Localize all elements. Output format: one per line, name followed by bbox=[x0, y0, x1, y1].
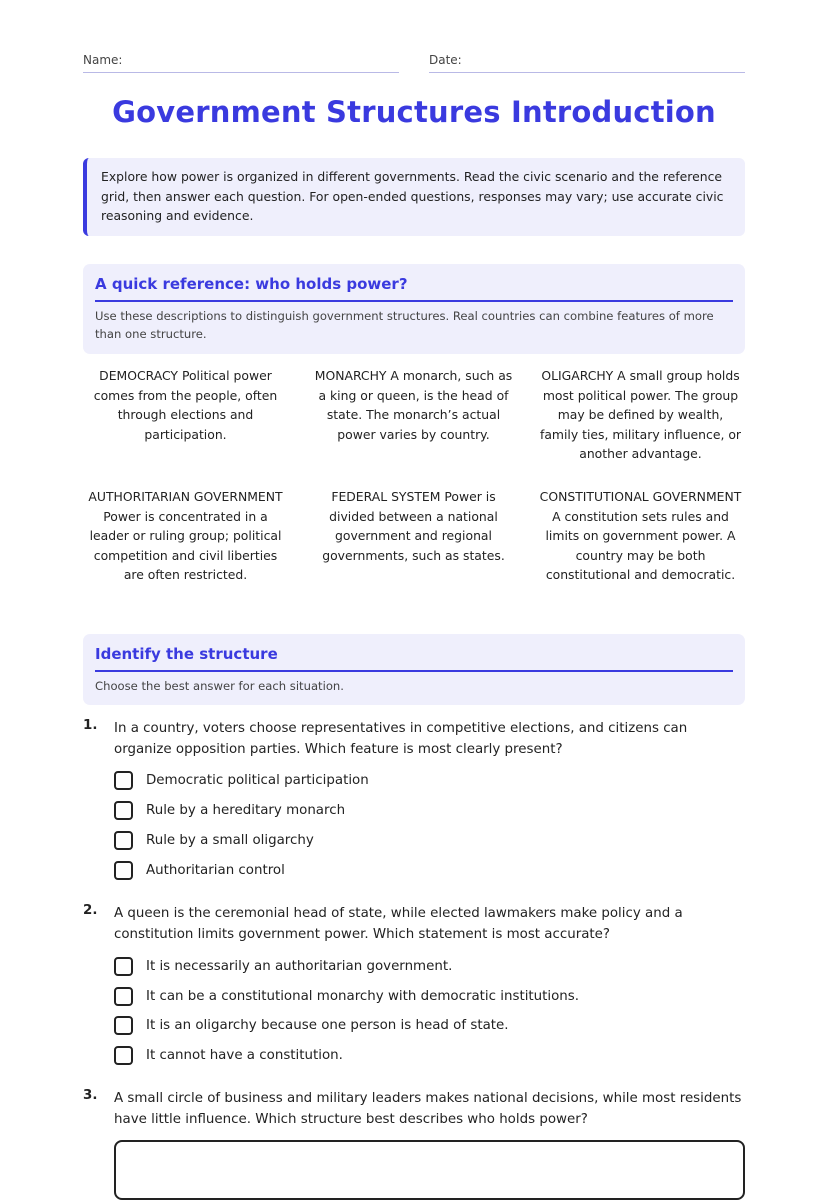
question-number: 3. bbox=[83, 1088, 98, 1103]
date-line bbox=[429, 72, 745, 73]
checkbox[interactable] bbox=[114, 987, 133, 1006]
date-field[interactable] bbox=[429, 53, 745, 67]
option-label: It can be a constitutional monarchy with democratic institutions. bbox=[146, 989, 580, 1004]
checkbox[interactable] bbox=[114, 831, 133, 850]
identify-section-header bbox=[83, 634, 745, 705]
page-title: Government Structures Introduction bbox=[112, 95, 716, 129]
name-field[interactable] bbox=[83, 53, 399, 67]
option-label: It is necessarily an authoritarian government. bbox=[146, 959, 453, 974]
reference-cell-constitutional: CONSTITUTIONAL GOVERNMENT A constitution sets rules and limits on government power. A country may be both constitutional and democratic. bbox=[539, 489, 742, 583]
reference-cell-democracy: DEMOCRACY Political power comes from the people, often through elections and participation. bbox=[93, 368, 278, 442]
reference-cell-authoritarian: AUTHORITARIAN GOVERNMENT Power is concentrated in a leader or ruling group; political competition and civil liberties are often restricted. bbox=[88, 489, 283, 583]
option-label: It cannot have a constitution. bbox=[146, 1048, 343, 1063]
question-number: 2. bbox=[83, 903, 98, 918]
identify-heading: Identify the structure bbox=[95, 634, 733, 672]
answer-textbox[interactable] bbox=[114, 1140, 745, 1200]
checkbox[interactable] bbox=[114, 1046, 133, 1065]
reference-cell-federal: FEDERAL SYSTEM Power is divided between a national government and regional governments, such as states. bbox=[322, 489, 505, 563]
checkbox[interactable] bbox=[114, 1016, 133, 1035]
intro-box: Explore how power is organized in different governments. Read the civic scenario and the reference grid, then answer each question. For open-ended questions, responses may vary; use accurate civic reasoning and evidence. bbox=[83, 158, 745, 236]
checkbox[interactable] bbox=[114, 801, 133, 820]
reference-section-header bbox=[83, 264, 745, 354]
option-label: Authoritarian control bbox=[146, 863, 285, 878]
identify-subtitle: Choose the best answer for each situation. bbox=[95, 679, 344, 693]
checkbox[interactable] bbox=[114, 957, 133, 976]
reference-cell-monarchy: MONARCHY A monarch, such as a king or queen, is the head of state. The monarch’s actual power varies by country. bbox=[314, 368, 513, 442]
header-row bbox=[83, 53, 745, 73]
question-text: A queen is the ceremonial head of state, while elected lawmakers make policy and a constitution limits government power. Which statement is most accurate? bbox=[114, 906, 683, 942]
question-text: A small circle of business and military leaders makes national decisions, while most residents have little influence. Which structure best describes who holds power? bbox=[114, 1091, 742, 1127]
question-number: 1. bbox=[83, 718, 98, 733]
option-label: It is an oligarchy because one person is head of state. bbox=[146, 1018, 509, 1033]
option-label: Democratic political participation bbox=[146, 773, 369, 788]
question-text: In a country, voters choose representatives in competitive elections, and citizens can organize opposition parties. Which feature is most clearly present? bbox=[114, 721, 688, 757]
date-label: Date: bbox=[429, 53, 462, 67]
name-label: Name: bbox=[83, 53, 123, 67]
option-label: Rule by a small oligarchy bbox=[146, 833, 314, 848]
checkbox[interactable] bbox=[114, 861, 133, 880]
option-label: Rule by a hereditary monarch bbox=[146, 803, 346, 818]
checkbox[interactable] bbox=[114, 771, 133, 790]
reference-heading: A quick reference: who holds power? bbox=[95, 264, 733, 302]
name-line bbox=[83, 72, 399, 73]
reference-subtitle: Use these descriptions to distinguish government structures. Real countries can combine features of more than one structure. bbox=[95, 309, 714, 341]
reference-cell-oligarchy: OLIGARCHY A small group holds most political power. The group may be defined by wealth, family ties, military influence, or another advantage. bbox=[539, 368, 742, 462]
